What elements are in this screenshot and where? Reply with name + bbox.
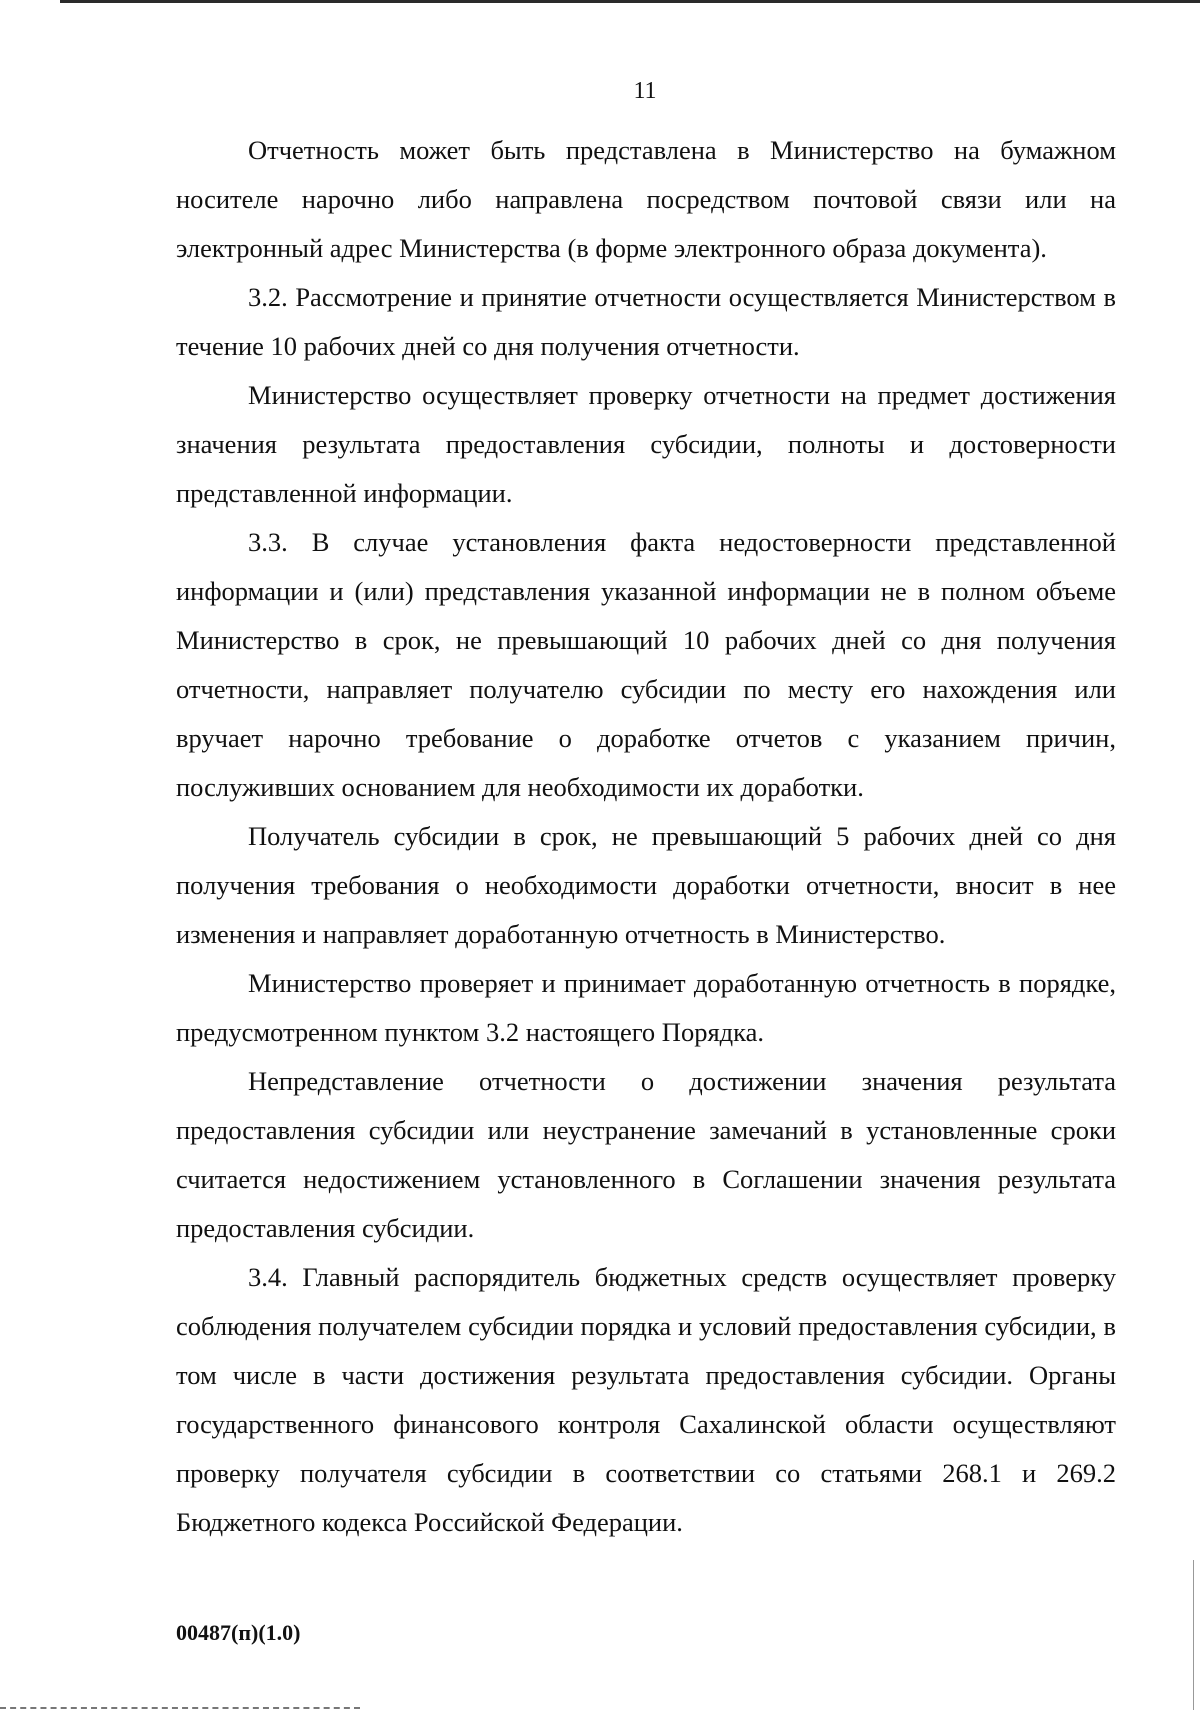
- scan-right-edge: [1193, 1560, 1194, 1710]
- paragraph-ministry-acceptance: Министерство проверяет и принимает доработанную отчетность в порядке, предусмотренном пунктом 3.2 настоящего Порядка.: [176, 968, 1116, 1047]
- paragraph-recipient-revision: Получатель субсидии в срок, не превышающий 5 рабочих дней со дня получения требования о необходимости доработки отчетности, вносит в нее изменения и направляет доработанную отчетность в Министерство.: [176, 821, 1116, 949]
- paragraph-ministry-check: Министерство осуществляет проверку отчетности на предмет достижения значения результата предоставления субсидии, полноты и достоверности представленной информации.: [176, 380, 1116, 508]
- document-code: 00487(п)(1.0): [176, 1620, 301, 1645]
- scan-top-edge: [60, 0, 1200, 3]
- paragraph-reporting-submission: Отчетность может быть представлена в Министерство на бумажном носителе нарочно либо направлена посредством почтовой связи или на электронный адрес Министерства (в форме электронного образа документа).: [176, 135, 1116, 263]
- page-number: 11: [633, 78, 657, 104]
- paragraph-3-2-review: 3.2. Рассмотрение и принятие отчетности осуществляется Министерством в течение 10 рабочих дней со дня получения отчетности.: [176, 282, 1116, 361]
- paragraph-non-submission: Непредставление отчетности о достижении значения результата предоставления субсидии или неустранение замечаний в установленные сроки считается недостижением установленного в Соглашении значения результата предоставления субсидии.: [176, 1066, 1116, 1243]
- paragraph-3-3-inaccuracy: 3.3. В случае установления факта недостоверности представленной информации и (или) представления указанной информации не в полном объеме Министерство в срок, не превышающий 10 рабочих дней со дня получения отчетности, направляет получателю субсидии по месту его нахождения или вручает нарочно требование о доработке отчетов с указанием причин, послуживших основанием для необходимости их доработки.: [176, 527, 1116, 802]
- scan-bottom-edge: [0, 1707, 360, 1711]
- paragraph-3-4-control: 3.4. Главный распорядитель бюджетных средств осуществляет проверку соблюдения получателем субсидии порядка и условий предоставления субсидии, в том числе в части достижения результата предоставления субсидии. Органы государственного финансового контроля Сахалинской области осуществляют проверку получателя субсидии в соответствии со статьями 268.1 и 269.2 Бюджетного кодекса Российской Федерации.: [176, 1262, 1116, 1537]
- document-body: [176, 126, 1116, 1547]
